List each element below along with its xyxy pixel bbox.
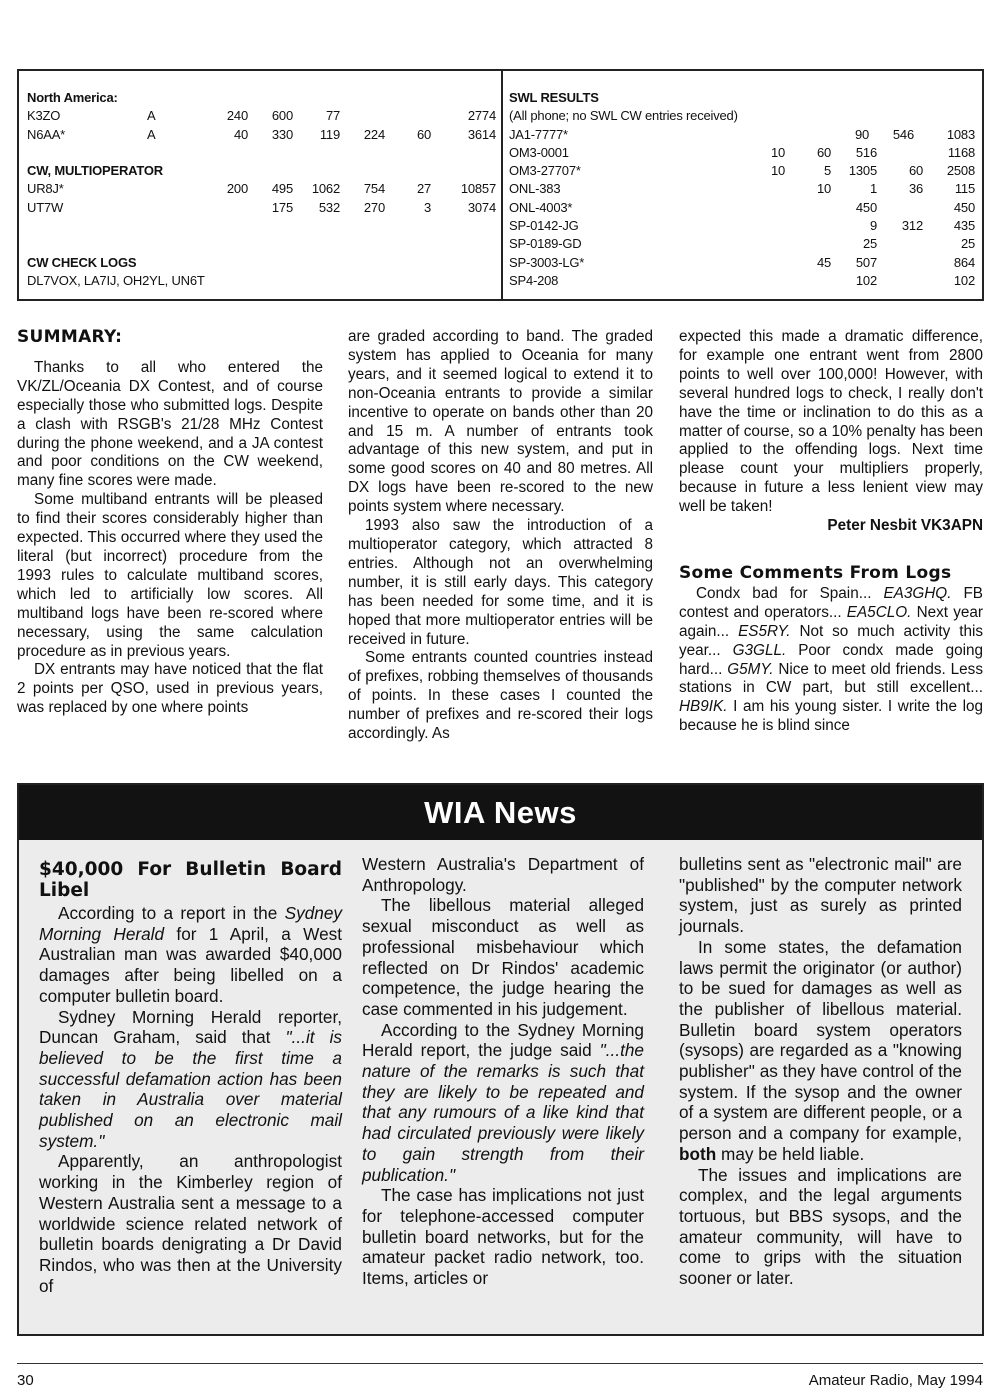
table-cell: SP-3003-LG* [509, 254, 585, 270]
text-run: Sydney Morning Herald reporter, Duncan Graham, said that [39, 1006, 342, 1048]
table-cell: 450 [953, 199, 975, 215]
table-cell: 119 [319, 126, 340, 142]
paragraph [362, 1185, 644, 1289]
table-row [509, 217, 977, 235]
table-row [27, 107, 499, 125]
table-cell: A [147, 108, 156, 124]
table-cell: 60 [416, 126, 431, 142]
table-label [27, 162, 499, 180]
table-cell: 200 [226, 181, 248, 197]
table-section-header: CW, MULTIOPERATOR [27, 163, 163, 179]
table-cell: 270 [363, 199, 385, 215]
comments-heading: Some Comments From Logs [679, 562, 952, 583]
text-run: for 1 April, a West Australian man was awarded $40,000 damages after being libelled on a computer bulletin board. [39, 923, 342, 1006]
table-row [509, 180, 977, 198]
table-row [509, 126, 977, 144]
callsign: G5MY. [727, 660, 774, 678]
table-cell: ONL-383 [509, 181, 561, 197]
table-cell: 312 [901, 218, 923, 234]
wia-column-2 [362, 854, 644, 1289]
wia-news-banner: WIA News [19, 785, 982, 840]
table-row [509, 162, 977, 180]
wia-news-box [17, 783, 984, 1336]
paragraph [679, 854, 962, 937]
results-table-box [17, 69, 984, 301]
text-run: bulletins sent as "electronic mail" are "published" by the computer network system, just as surely as printed journals. [679, 854, 962, 937]
table-row [509, 254, 977, 272]
table-cell: 3 [423, 199, 431, 215]
text-run: According to a report in the [58, 903, 285, 923]
paragraph: are graded according to band. The graded system has applied to Oceania for many years, and it seemed logical to extend it to non-Oceania entrants to provide a similar incentive to operate on bands other than 20 and 15 m. A number of entrants took advantage of this new system, and put in some good scores on 40 and 80 metres. All DX logs have been re-scored to the new points system where necessary. [348, 328, 653, 516]
table-cell: 754 [363, 181, 385, 197]
wia-article-heading: $40,000 For Bulletin Board Libel [39, 859, 342, 901]
table-cell: 1 [869, 181, 877, 197]
text-run: The case has implications not just for telephone-accessed computer bulletin board networks, but for the amateur packet radio network, too. Items, articles or [362, 1185, 644, 1289]
table-section-header: SWL RESULTS [509, 90, 599, 105]
table-cell: 45 [816, 254, 831, 270]
table-cell: 435 [953, 218, 975, 234]
table-label [27, 144, 499, 162]
callsign: HB9IK. [679, 698, 728, 716]
table-label [27, 235, 499, 253]
paragraph: expected this made a dramatic difference, for example one entrant went from 2800 points to well over 100,000! However, with several hundred logs to check, I really don't have the time or inclination to do this as a matter of course, so a 10% penalty has been applied to the offending logs. Next time please count your multipliers properly, because in future a less lenient view may well be taken! [679, 328, 983, 516]
table-cell: 224 [363, 126, 385, 142]
table-cell: 40 [233, 126, 248, 142]
table-cell: 507 [855, 254, 877, 270]
paragraph: 1993 also saw the introduction of a multioperator category, which attracted 8 entries. Although not an overwhelming number, it is still early days. This category has been needed for some time, and it is hoped that more multioperator entries will be received in future. [348, 517, 653, 648]
table-cell: SP-0189-GD [509, 236, 582, 252]
paragraph [39, 1007, 342, 1152]
table-cell: N6AA* [27, 126, 66, 142]
table-cell: 10 [816, 181, 831, 197]
table-cell: 516 [855, 144, 877, 160]
text-run: "...the nature of the remarks is such that they are likely to be repeated and that any rumours of a like kind that had circulated previously were likely to gain strength from their publication." [362, 1040, 644, 1185]
table-cell: 102 [953, 272, 975, 288]
table-cell: 10857 [460, 181, 496, 197]
table-cell: SP-0142-JG [509, 218, 579, 234]
table-divider [501, 71, 503, 299]
callsign: EA5CLO. [846, 603, 912, 621]
paragraph [39, 1151, 342, 1296]
table-row [509, 272, 977, 290]
text-run: In some states, the defamation laws permit the originator (or author) to be sued for damages as well as the publisher of libellous material. Bulletin board system operators (sysops) are regarded as a "knowing publisher" as they have control of the system. If the sysop and the owner of a system are different people, or a person and a company for example, [679, 936, 962, 1144]
paragraph: DX entrants may have noticed that the flat 2 points per QSO, used in previous years, was replaced by one where points [17, 661, 323, 717]
table-cell: 60 [908, 163, 923, 179]
table-cell: 532 [318, 199, 340, 215]
page-number: 30 [17, 1372, 34, 1389]
table-cell: 77 [325, 108, 340, 124]
table-cell: 240 [226, 108, 248, 124]
table-cell: 25 [862, 236, 877, 252]
text-run: Apparently, an anthropologist working in the Kimberley region of Western Australia sent a message to a worldwide science related network of bulletin boards denigrating a Dr David Rindos, who was then at the University of [39, 1151, 342, 1296]
table-row [509, 199, 977, 217]
table-label [509, 107, 977, 125]
table-cell: 864 [953, 254, 975, 270]
swl-results-table [509, 89, 977, 290]
text-run: The issues and implications are complex, and the legal arguments tortuous, but BBS sysops, and the amateur community, will have to come to grips with the situation sooner or later. [679, 1164, 962, 1289]
table-cell: 2774 [467, 108, 496, 124]
paragraph [39, 903, 342, 1007]
table-cell: 1083 [946, 126, 975, 142]
text-run: Western Australia's Department of Anthropology. [362, 854, 644, 895]
table-row [509, 235, 977, 253]
table-cell: 90 [854, 126, 869, 142]
table-cell: OM3-0001 [509, 144, 569, 160]
table-cell: 546 [892, 126, 914, 142]
paragraph [362, 1020, 644, 1186]
table-cell: 25 [960, 236, 975, 252]
table-cell: OM3-27707* [509, 163, 581, 179]
paragraph [362, 854, 644, 895]
callsign: G3GLL. [732, 641, 787, 659]
callsign: ES5RY. [738, 622, 791, 640]
table-label [27, 217, 499, 235]
summary-column-3 [679, 328, 983, 736]
table-cell: 27 [416, 181, 431, 197]
author-signature: Peter Nesbit VK3APN [827, 517, 983, 535]
comment-text: Not so much activity this year... [679, 622, 983, 659]
summary-column-1 [17, 328, 323, 718]
text-run: According to the Sydney Morning Herald report, the judge said [362, 1019, 644, 1061]
table-cell: UR8J* [27, 181, 64, 197]
text-run: both [679, 1143, 717, 1164]
table-label [27, 89, 499, 107]
summary-heading: SUMMARY: [17, 327, 123, 347]
publication-info: Amateur Radio, May 1994 [808, 1372, 983, 1389]
table-cell: 1062 [311, 181, 340, 197]
table-cell: SP4-208 [509, 272, 559, 288]
table-cell: 115 [954, 181, 975, 197]
table-row [509, 144, 977, 162]
table-cell: 5 [823, 163, 831, 179]
paragraph: Some entrants counted countries instead of prefixes, robbing themselves of thousands of points. In these cases I counted the number of prefixes and re-scored their logs accordingly. As [348, 649, 653, 743]
comment-text: Next year again... [679, 603, 983, 640]
table-cell: 600 [271, 108, 293, 124]
table-cell: 1168 [947, 144, 975, 160]
table-section-header: North America: [27, 90, 118, 105]
footer-rule [17, 1363, 983, 1364]
table-cell: JA1-7777* [509, 126, 568, 142]
wia-column-1 [39, 859, 342, 1296]
table-cell: 36 [908, 181, 923, 197]
table-cell: A [147, 126, 156, 142]
comments-paragraph [679, 585, 983, 736]
paragraph: Some multiband entrants will be pleased to find their scores considerably higher than expected. This occurred where they used the literal (but incorrect) procedure from the 1993 rules to calculate multiband scores, which led to artificially low scores. All multiband logs have been re-scored where necessary, using the same calculation procedure as in previous years. [17, 491, 323, 660]
text-run: "...it is believed to be the first time a successful defamation action has been taken in Australia over material published on an electronic mail system." [39, 1027, 342, 1151]
comment-text: Condx bad for Spain... [696, 584, 884, 602]
paragraph: Thanks to all who entered the VK/ZL/Oceania DX Contest, and of course especially those who submitted logs. Despite a clash with RSGB's 21/28 MHz Contest during the phone weekend, and a JA contest and poor conditions on the CW weekend, many fine scores were made. [17, 358, 323, 490]
table-cell: 60 [816, 144, 831, 160]
table-label [27, 254, 499, 272]
text-run: may be held liable. [716, 1143, 865, 1164]
table-label [509, 89, 977, 107]
comment-text: Poor condx made going hard... [679, 641, 983, 678]
wia-column-3 [679, 854, 962, 1289]
table-cell: 330 [271, 126, 293, 142]
comment-text: FB contest and operators... [679, 584, 984, 621]
table-cell: 1305 [848, 163, 877, 179]
table-cell: ONL-4003* [509, 199, 573, 215]
paragraph [679, 937, 962, 1165]
table-cell: 3614 [467, 126, 496, 142]
table-cell: 9 [869, 218, 877, 234]
comment-text: I am his young sister. I write the log because he is blind since [679, 698, 983, 735]
text-run: Sydney Morning Herald [39, 903, 342, 944]
table-cell: 3074 [467, 199, 496, 215]
table-label [27, 272, 499, 290]
table-cell: 175 [271, 199, 293, 215]
table-note: DL7VOX, LA7IJ, OH2YL, UN6T [27, 272, 205, 288]
paragraph [679, 1165, 962, 1289]
text-run: The libellous material alleged sexual misconduct as well as professional misbehaviour which reflected on Dr Rindos' academic competence, the judge hearing the case commented in his judgement. [362, 895, 644, 1019]
table-cell: 10 [770, 144, 785, 160]
table-row [27, 199, 499, 217]
table-note: (All phone; no SWL CW entries received) [509, 108, 738, 124]
paragraph [362, 895, 644, 1019]
table-cell: 102 [855, 272, 877, 288]
table-row [27, 126, 499, 144]
comment-text: Nice to meet old friends. Less stations in CW part, but still excellent... [679, 660, 983, 697]
table-cell: 2508 [946, 163, 975, 179]
table-row [27, 180, 499, 198]
contest-results-table [27, 89, 499, 290]
table-cell: UT7W [27, 199, 64, 215]
table-cell: K3ZO [27, 108, 61, 124]
table-cell: 10 [770, 163, 785, 179]
table-section-header: CW CHECK LOGS [27, 254, 137, 270]
callsign: EA3GHQ. [883, 584, 952, 602]
table-cell: 450 [855, 199, 877, 215]
summary-column-2 [348, 328, 653, 744]
table-cell: 495 [271, 181, 293, 197]
